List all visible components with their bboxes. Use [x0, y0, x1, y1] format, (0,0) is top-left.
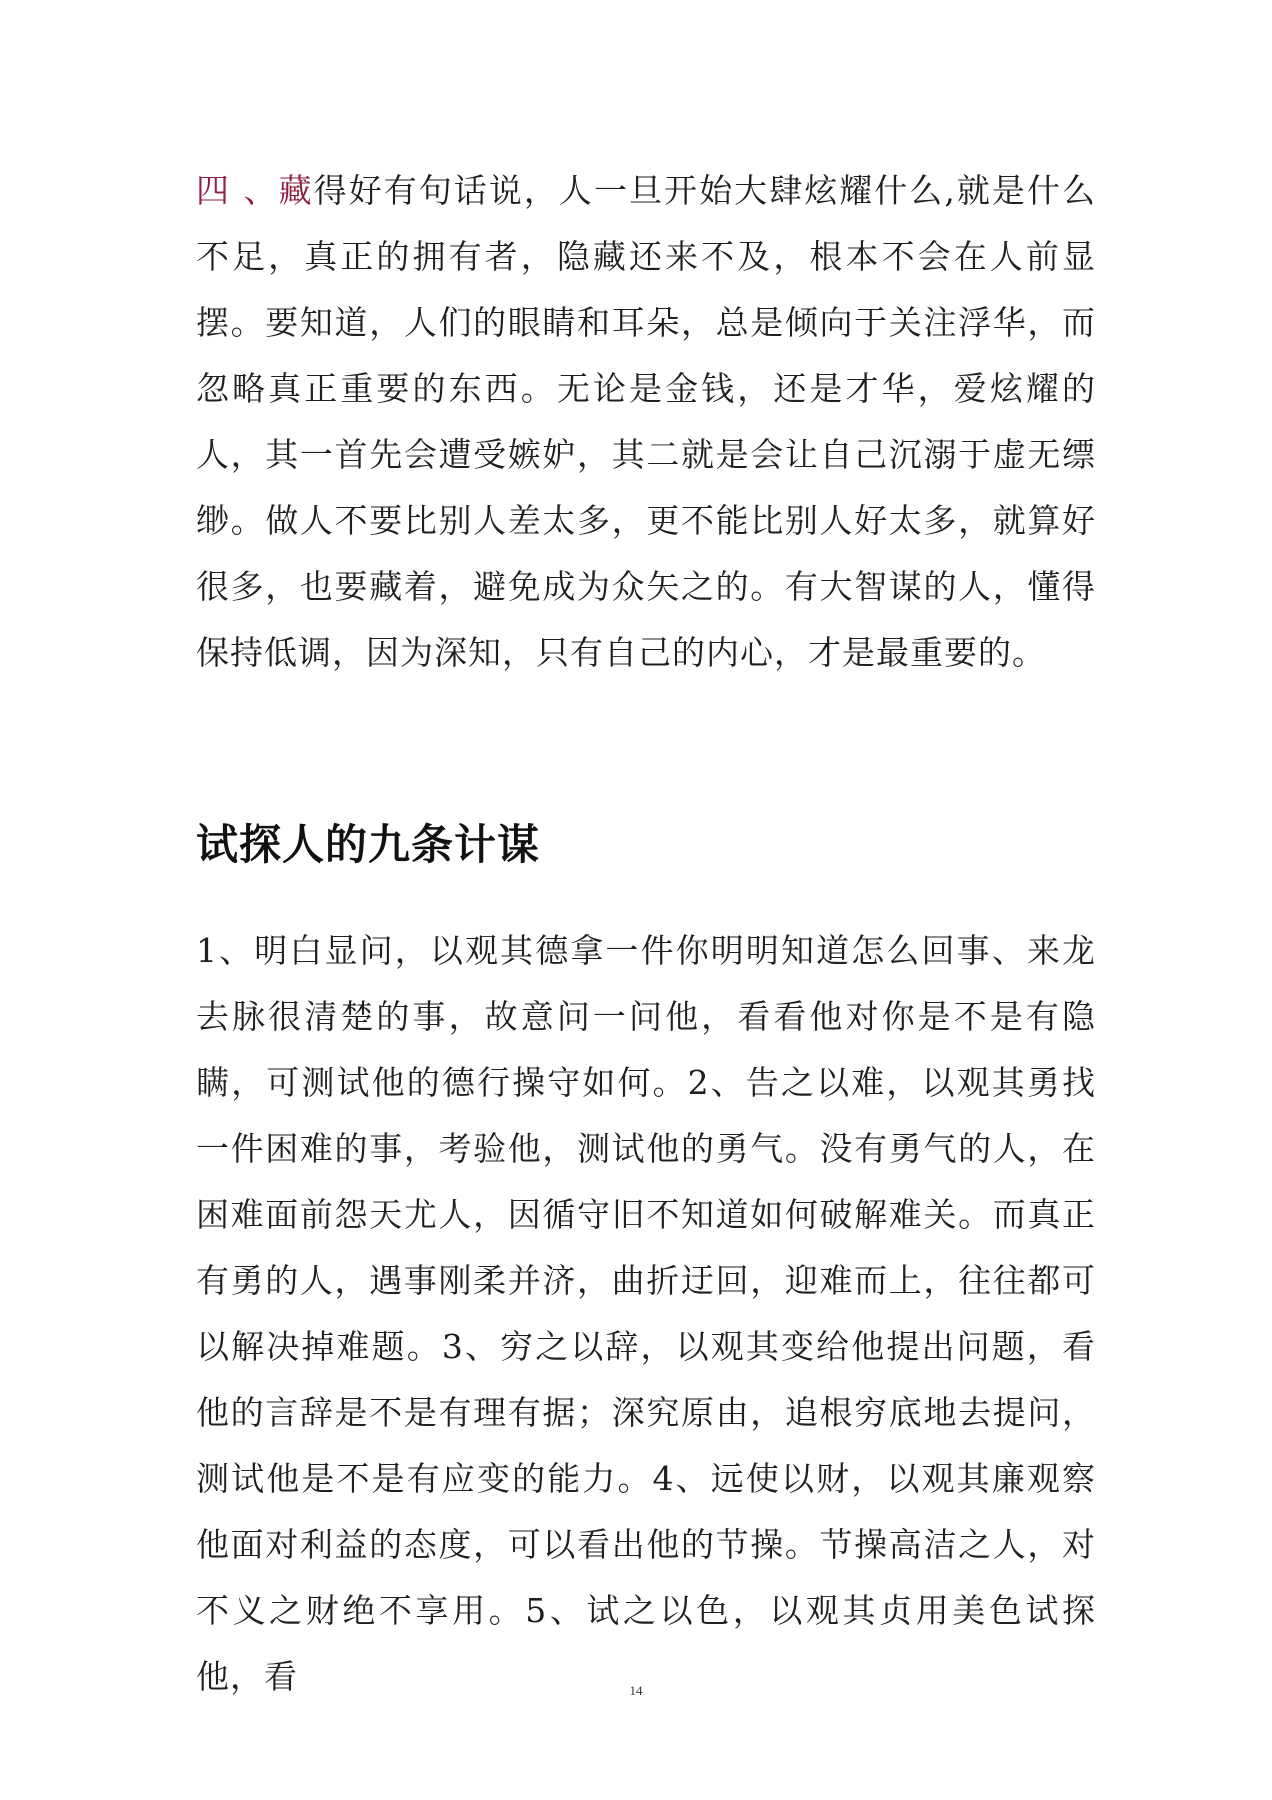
page-number: 14: [629, 1683, 643, 1698]
section-four-marker: 四 、藏: [196, 171, 314, 210]
section-four-body: 得好有句话说，人一旦开始大肆炫耀什么,就是什么不足，真正的拥有者，隐藏还来不及，根本不会在人前显摆。要知道，人们的眼睛和耳朵，总是倾向于关注浮华，而忽略真正重要的东西。无论是金钱，还是才华，爱炫耀的人，其一首先会遭受嫉妒，其二就是会让自己沉溺于虚无缥缈。做人不要比别人差太多，更不能比别人好太多，就算好很多，也要藏着，避免成为众矢之的。有大智谋的人，懂得保持低调，因为深知，只有自己的内心，才是最重要的。: [196, 171, 1096, 672]
section-heading: 试探人的九条计谋: [196, 820, 541, 869]
section-four-paragraph: [196, 158, 1096, 686]
tactics-paragraph: 1、明白显问，以观其德拿一件你明明知道怎么回事、来龙去脉很清楚的事，故意问一问他，看看他对你是不是有隐瞒，可测试他的德行操守如何。2、告之以难，以观其勇找一件困难的事，考验他，测试他的勇气。没有勇气的人，在困难面前怨天尤人，因循守旧不知道如何破解难关。而真正有勇的人，遇事刚柔并济，曲折迂回，迎难而上，往往都可以解决掉难题。3、穷之以辞，以观其变给他提出问题，看他的言辞是不是有理有据；深究原由，追根穷底地去提问，测试他是不是有应变的能力。4、远使以财，以观其廉观察他面对利益的态度，可以看出他的节操。节操高洁之人，对不义之财绝不享用。5、试之以色，以观其贞用美色试探他，看: [196, 931, 1096, 1696]
